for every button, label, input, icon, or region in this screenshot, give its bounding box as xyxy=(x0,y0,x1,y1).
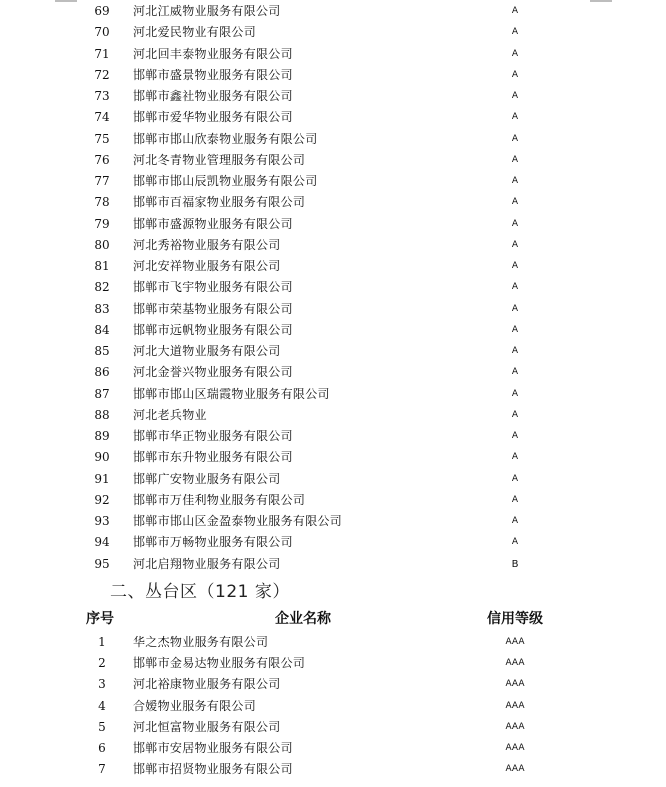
credit-grade: A xyxy=(511,282,519,293)
company-name: 邯郸市金易达物业服务有限公司 xyxy=(133,656,306,671)
serial-number: 7 xyxy=(98,762,106,777)
company-name: 邯郸市邯山区金盈泰物业服务有限公司 xyxy=(133,514,343,528)
credit-grade: AAA xyxy=(505,658,525,669)
table-row xyxy=(0,150,666,171)
serial-number: 3 xyxy=(98,677,106,692)
table-row xyxy=(0,674,666,695)
table-row xyxy=(0,256,666,277)
table-row xyxy=(0,696,666,717)
serial-number: 88 xyxy=(94,407,110,422)
company-name: 河北大道物业服务有限公司 xyxy=(133,344,281,358)
serial-number: 93 xyxy=(94,514,110,528)
company-name: 邯郸市荣基物业服务有限公司 xyxy=(133,301,293,316)
credit-grade: A xyxy=(511,27,519,38)
serial-number: 73 xyxy=(94,89,110,103)
credit-grade: A xyxy=(511,537,519,548)
company-name: 邯郸市华正物业服务有限公司 xyxy=(133,429,293,443)
company-name: 华之杰物业服务有限公司 xyxy=(133,635,269,649)
table-row xyxy=(0,384,666,405)
table-row xyxy=(0,490,666,511)
table-row xyxy=(0,447,666,468)
table-row xyxy=(0,759,666,780)
serial-number: 1 xyxy=(98,635,106,649)
serial-number: 90 xyxy=(94,450,110,465)
credit-grade: AAA xyxy=(505,721,525,732)
credit-grade: A xyxy=(511,452,519,463)
credit-grade: AAA xyxy=(505,679,525,690)
company-name: 河北冬青物业管理服务有限公司 xyxy=(133,152,306,167)
serial-number: 91 xyxy=(94,471,110,486)
table-row xyxy=(0,511,666,532)
credit-grade: A xyxy=(511,239,519,250)
credit-grade: A xyxy=(511,494,519,505)
table-row xyxy=(0,214,666,235)
company-name: 邯郸市东升物业服务有限公司 xyxy=(133,450,293,465)
table-row xyxy=(0,554,666,575)
company-name: 邯郸市邯山欣泰物业服务有限公司 xyxy=(133,131,318,146)
serial-number: 71 xyxy=(94,46,110,61)
company-name: 邯郸市远帆物业服务有限公司 xyxy=(133,322,293,337)
table-row xyxy=(0,469,666,490)
credit-grade: A xyxy=(511,69,519,80)
credit-grade: A xyxy=(511,133,519,144)
company-name: 邯郸市盛景物业服务有限公司 xyxy=(133,67,293,82)
credit-grade: A xyxy=(511,91,519,101)
table-row xyxy=(0,738,666,759)
table-row xyxy=(0,1,666,22)
credit-grade: A xyxy=(511,112,519,123)
serial-number: 4 xyxy=(98,698,106,713)
company-name: 邯郸市招贤物业服务有限公司 xyxy=(133,762,293,777)
serial-number: 72 xyxy=(94,67,110,82)
company-name: 河北江威物业服务有限公司 xyxy=(133,4,281,18)
table-row xyxy=(0,277,666,298)
serial-number: 86 xyxy=(94,365,110,380)
table-row xyxy=(0,192,666,213)
credit-grade: A xyxy=(511,6,519,16)
table-row xyxy=(0,235,666,256)
serial-number: 80 xyxy=(94,237,110,252)
company-name: 河北安祥物业服务有限公司 xyxy=(133,259,281,273)
table-row xyxy=(0,129,666,150)
header-serial-number: 序号 xyxy=(86,611,114,627)
serial-number: 74 xyxy=(94,110,110,125)
company-name: 河北秀裕物业服务有限公司 xyxy=(133,237,281,252)
serial-number: 5 xyxy=(98,719,106,734)
credit-grade: A xyxy=(511,516,519,526)
header-company-name: 企业名称 xyxy=(275,611,331,627)
table-row xyxy=(0,65,666,86)
credit-grade: A xyxy=(511,261,519,271)
table-row xyxy=(0,107,666,128)
company-name: 合嫒物业服务有限公司 xyxy=(133,698,257,713)
serial-number: 87 xyxy=(94,386,110,401)
company-name: 河北启翔物业服务有限公司 xyxy=(133,556,281,571)
company-name: 河北回丰泰物业服务有限公司 xyxy=(133,46,293,61)
serial-number: 82 xyxy=(94,280,110,295)
table-row xyxy=(0,299,666,320)
section-title: 二、丛台区（121 家） xyxy=(110,582,290,602)
company-name: 河北爱民物业有限公司 xyxy=(133,25,257,40)
company-name: 邯郸市邯山辰凯物业服务有限公司 xyxy=(133,174,318,188)
credit-grade: A xyxy=(511,197,519,208)
credit-grade: AAA xyxy=(505,743,525,753)
credit-grade: A xyxy=(511,303,519,314)
company-name: 邯郸广安物业服务有限公司 xyxy=(133,471,281,486)
serial-number: 69 xyxy=(94,4,110,18)
company-name: 邯郸市盛源物业服务有限公司 xyxy=(133,216,293,231)
company-name: 河北裕康物业服务有限公司 xyxy=(133,677,281,692)
header-credit-grade: 信用等级 xyxy=(487,611,543,627)
credit-grade: A xyxy=(511,324,519,335)
serial-number: 84 xyxy=(94,322,110,337)
table-row xyxy=(0,44,666,65)
serial-number: 75 xyxy=(94,131,110,146)
table-row xyxy=(0,86,666,107)
credit-grade: A xyxy=(511,218,519,229)
company-name: 河北恒富物业服务有限公司 xyxy=(133,719,281,734)
serial-number: 77 xyxy=(94,174,110,188)
table-row xyxy=(0,717,666,738)
serial-number: 94 xyxy=(94,535,110,550)
credit-grade: A xyxy=(511,431,519,441)
company-name: 邯郸市安居物业服务有限公司 xyxy=(133,741,293,755)
serial-number: 85 xyxy=(94,344,110,358)
serial-number: 79 xyxy=(94,216,110,231)
serial-number: 81 xyxy=(94,259,110,273)
table-row xyxy=(0,22,666,43)
table-row xyxy=(0,320,666,341)
credit-grade: A xyxy=(511,409,519,420)
credit-grade: A xyxy=(511,176,519,186)
company-name: 邯郸市鑫社物业服务有限公司 xyxy=(133,89,293,103)
company-name: 邯郸市飞宇物业服务有限公司 xyxy=(133,280,293,295)
table-row xyxy=(0,653,666,674)
table-row xyxy=(0,405,666,426)
company-name: 河北金誉兴物业服务有限公司 xyxy=(133,365,293,380)
credit-grade: AAA xyxy=(505,764,525,775)
company-name: 邯郸市万畅物业服务有限公司 xyxy=(133,535,293,550)
credit-grade: A xyxy=(511,367,519,378)
table-row xyxy=(0,632,666,653)
credit-grade: A xyxy=(511,388,519,399)
credit-grade: AAA xyxy=(505,637,525,647)
company-name: 河北老兵物业 xyxy=(133,407,207,422)
credit-grade: A xyxy=(511,154,519,165)
table-row xyxy=(0,341,666,362)
credit-grade: B xyxy=(511,558,519,570)
credit-grade: AAA xyxy=(505,700,525,711)
serial-number: 78 xyxy=(94,195,110,210)
company-name: 邯郸市百福家物业服务有限公司 xyxy=(133,195,306,210)
credit-grade: A xyxy=(511,346,519,356)
serial-number: 76 xyxy=(94,152,110,167)
serial-number: 70 xyxy=(94,25,110,40)
serial-number: 89 xyxy=(94,429,110,443)
serial-number: 95 xyxy=(94,556,110,571)
serial-number: 6 xyxy=(98,741,106,755)
serial-number: 2 xyxy=(98,656,106,671)
credit-grade: A xyxy=(511,473,519,484)
table-row xyxy=(0,171,666,192)
table-row xyxy=(0,362,666,383)
company-name: 邯郸市万佳利物业服务有限公司 xyxy=(133,492,306,507)
credit-grade: A xyxy=(511,48,519,59)
table-row xyxy=(0,532,666,553)
serial-number: 83 xyxy=(94,301,110,316)
company-name: 邯郸市爱华物业服务有限公司 xyxy=(133,110,293,125)
serial-number: 92 xyxy=(94,492,110,507)
table-row xyxy=(0,426,666,447)
company-name: 邯郸市邯山区瑞霞物业服务有限公司 xyxy=(133,386,330,401)
